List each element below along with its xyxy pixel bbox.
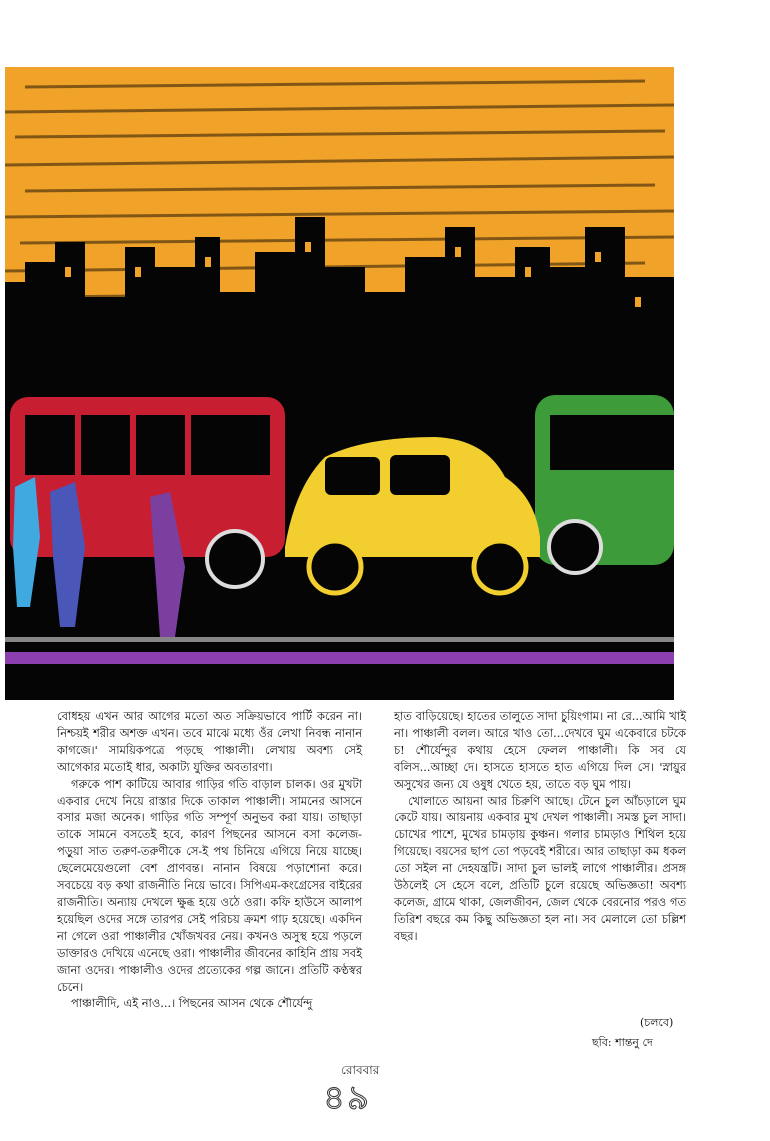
- illustration-credit: ছবি: শান্তনু দে: [592, 1036, 653, 1049]
- paragraph: গরুকে পাশ কাটিয়ে আবার গাড়ির গতি বাড়াল চালক। ওর মুখটা একবার দেখে নিয়ে রাস্তার দিকে তাকাল পাঞ্চালী। সামনের আসনে বসার মজা অনেক। গাড়ির গতি সম্পূর্ণ অনুভব করা যায়। তাছাড়া তাকে সামনে বসতেই হবে, কারণ পিছনের আসনে বসা কলেজ-পড়ুয়া সাত তরুণ-তরুণীকে সে-ই পথ চিনিয়ে এগিয়ে নিয়ে যাচ্ছে। ছেলেমেয়েগুলো বেশ প্রাণবন্ত। নানান বিষয়ে পড়াশোনা করে। সবচেয়ে বড় কথা রাজনীতি নিয়ে ভাবে। সিপিএম-কংগ্রেসের বাইরের রাজনীতি। অন্যায় দেখলে ক্ষুব্ধ হয়ে ওঠে ওরা। কফি হাউসে আলাপ হয়েছিল ওদের সঙ্গে তারপর সেই পরিচয় ক্রমশ গাঢ় হয়েছে। একদিন না গেলে ওরা পাঞ্চালীর খোঁজখবর নেয়। কখনও অসুস্থ হয়ে পড়লে ডাক্তারও দেখিয়ে এনেছে ওরা। পাঞ্চালীর জীবনের কাহিনি প্রায় সবই জানা ওদের। পাঞ্চালীও ওদের প্রত্যেকের গল্প জানে। প্রতিটি কণ্ঠস্বর চেনে।: [57, 776, 362, 994]
- illustration-art: [5, 67, 674, 700]
- street-illustration: [5, 67, 674, 700]
- paragraph: বোধহয় এখন আর আগের মতো অত সক্রিয়ভাবে পার্টি করেন না। নিশ্চয়ই শরীর অশক্ত এখন। তবে মাঝে মধ্যে ওঁর লেখা নিবন্ধ নানান কাগজে।' সাময়িকপত্রে পড়ছে পাঞ্চালী। লেখায় অবশ্য সেই আগেকার মতোই ধার, অকাট্য যুক্তির অবতারণা।: [57, 709, 362, 774]
- continued-label: (চলবে): [640, 1016, 674, 1029]
- paragraph: খোলাতে আয়না আর চিরুণি আছে। টেনে চুল আঁচড়ালে ঘুম কেটে যায়। আয়নায় একবার মুখ দেখল পাঞ্চালী। সমস্ত চুল সাদা। চোখের পাশে, মুখের চামড়ায় কুঞ্চন। গলার চামড়াও শিথিল হয়ে গিয়েছে। বয়সের ছাপ তো পড়বেই শরীরে। আর তাছাড়া কম ধকল তো সইল না দেহযন্ত্রটি। সাদা চুল ভালই লাগে পাঞ্চালীর। প্রসঙ্গ উঠলেই সে হেসে বলে, প্রতিটি চুলে রয়েছে অভিজ্ঞতা! অবশ্য কলেজ, গ্রামে থাকা, জেলজীবন, জেল থেকে বেরনোর পরও গত তিরিশ বছরে কম কিছু অভিজ্ঞতা হল না। সব মেলালে তো চল্লিশ বছর।: [394, 793, 686, 943]
- paragraph: হাত বাড়িয়েছে। হাতের তালুতে সাদা চুয়িংগাম। না রে...আমি খাই না। পাঞ্চালী বলল। আরে খাও তো...দেখবে ঘুম একেবারে চটকে চ! শৌর্যেন্দুর কথায় হেসে ফেলল পাঞ্চালী। কি সব যে বলিস...আচ্ছা দে। হাসতে হাসতে হাত এগিয়ে দিল সে। 'স্নায়ুর অসুখের জন্য যে ওষুধ খেতে হয়, তাতে বড় ঘুম পায়।: [394, 709, 686, 791]
- paragraph: পাঞ্চালীদি, এই নাও...। পিছনের আসন থেকে শৌর্যেন্দু: [71, 996, 313, 1011]
- article-left-column: [57, 708, 362, 1012]
- footer-section: রোববার: [341, 1063, 380, 1077]
- article-right-column: [394, 708, 686, 945]
- page-number: ৪৯: [323, 1078, 372, 1118]
